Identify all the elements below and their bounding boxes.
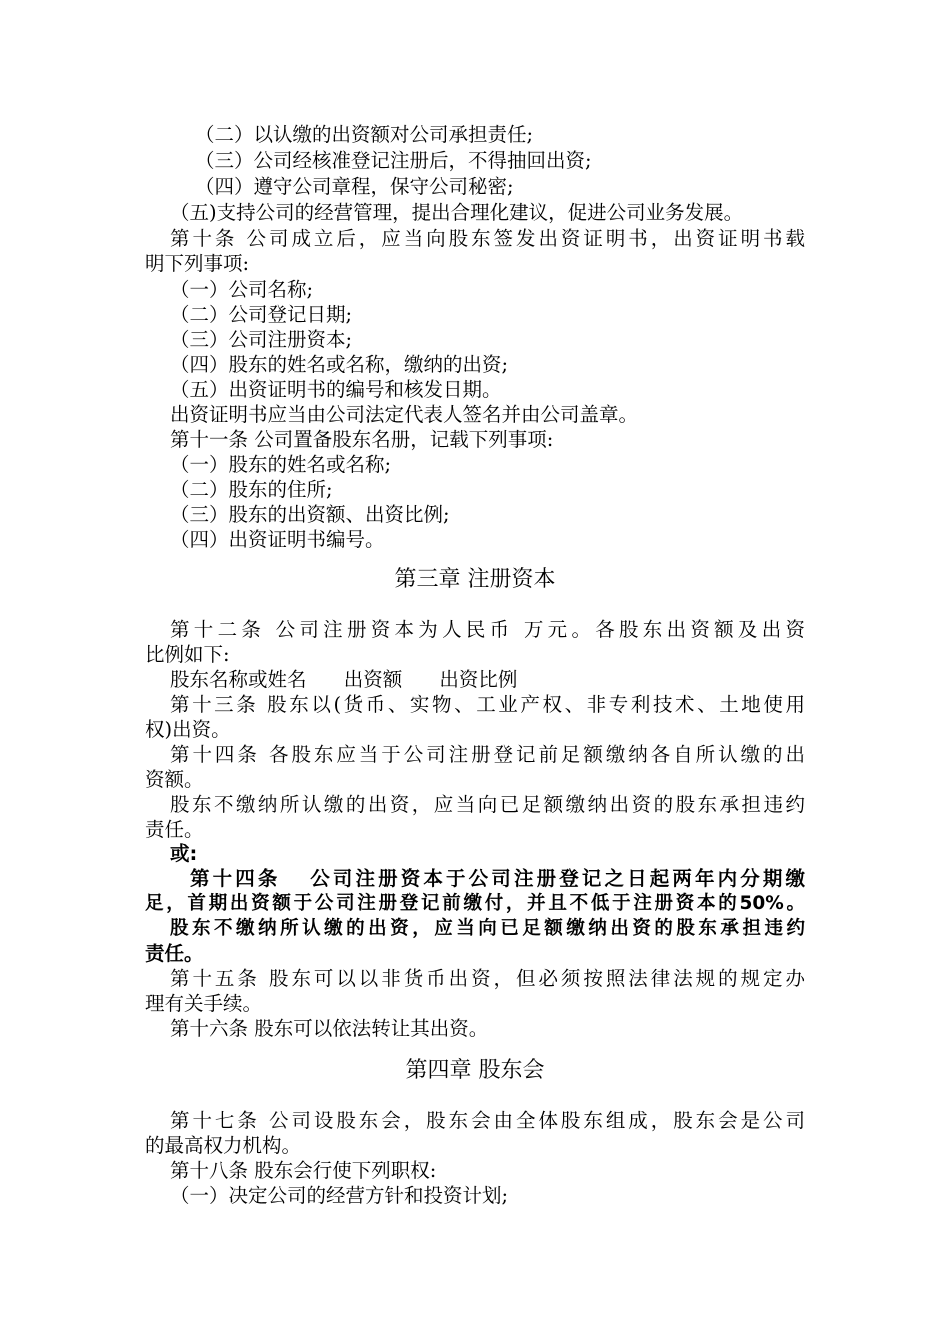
text-line-bold: 第十四条 公司注册资本于公司注册登记之日起两年内分期缴: [190, 867, 805, 890]
text-line: 权)出资。: [145, 718, 231, 741]
text-line: 股东名称或姓名 出资额 出资比例: [170, 668, 518, 691]
text-line: 第十八条 股东会行使下列职权:: [170, 1159, 437, 1182]
text-line: （三）股东的出资额、出资比例;: [170, 503, 450, 526]
text-line: （一）公司名称;: [170, 278, 314, 301]
chapter-heading: 第四章 股东会: [405, 1058, 545, 1083]
text-line: 第十二条 公司注册资本为人民币 万元。各股东出资额及出资: [170, 618, 805, 641]
text-line: （一）股东的姓名或名称;: [170, 453, 392, 476]
text-line: （五）出资证明书的编号和核发日期。: [170, 378, 502, 401]
text-line: 第十四条 各股东应当于公司注册登记前足额缴纳各自所认缴的出: [170, 743, 805, 766]
text-line: 出资证明书应当由公司法定代表人签名并由公司盖章。: [170, 403, 639, 426]
text-line: 第十五条 股东可以以非货币出资，但必须按照法律法规的规定办: [170, 967, 805, 990]
text-line: （二）公司登记日期;: [170, 303, 353, 326]
text-line: （一）决定公司的经营方针和投资计划;: [170, 1184, 509, 1207]
text-line: 明下列事项:: [145, 252, 250, 275]
text-line: 股东不缴纳所认缴的出资，应当向已足额缴纳出资的股东承担违约: [170, 793, 805, 816]
text-line: （四）遵守公司章程，保守公司秘密;: [195, 175, 514, 198]
text-line: （二）以认缴的出资额对公司承担责任;: [195, 123, 534, 146]
text-line: 第十七条 公司设股东会，股东会由全体股东组成，股东会是公司: [170, 1109, 805, 1132]
text-line: 资额。: [145, 768, 204, 791]
text-line: 责任。: [145, 818, 204, 841]
text-line-bold: 责任。: [145, 942, 204, 965]
chapter-heading: 第三章 注册资本: [394, 567, 556, 592]
text-line: 第十一条 公司置备股东名册，记载下列事项:: [170, 428, 554, 451]
text-line: （三）公司注册资本;: [170, 328, 353, 351]
text-line: （二）股东的住所;: [170, 478, 333, 501]
text-line: （五)支持公司的经营管理，提出合理化建议，促进公司业务发展。: [170, 201, 744, 224]
text-line: 的最高权力机构。: [145, 1134, 302, 1157]
text-line-bold: 足，首期出资额于公司注册登记前缴付，并且不低于注册资本的50%。: [145, 893, 805, 914]
text-line: 第十三条 股东以(货币、实物、工业产权、非专利技术、土地使用: [170, 693, 805, 716]
text-line: 第十条 公司成立后，应当向股东签发出资证明书，出资证明书载: [170, 227, 805, 250]
text-line: （三）公司经核准登记注册后，不得抽回出资;: [195, 149, 592, 172]
text-line: 比例如下:: [145, 643, 230, 666]
text-line-bold: 或:: [170, 842, 198, 865]
text-line-bold: 股东不缴纳所认缴的出资，应当向已足额缴纳出资的股东承担违约: [170, 918, 805, 939]
text-line: （四）股东的姓名或名称，缴纳的出资;: [170, 353, 509, 376]
text-line: 第十六条 股东可以依法转让其出资。: [170, 1017, 489, 1040]
text-line: （四）出资证明书编号。: [170, 528, 385, 551]
text-line: 理有关手续。: [145, 992, 263, 1015]
